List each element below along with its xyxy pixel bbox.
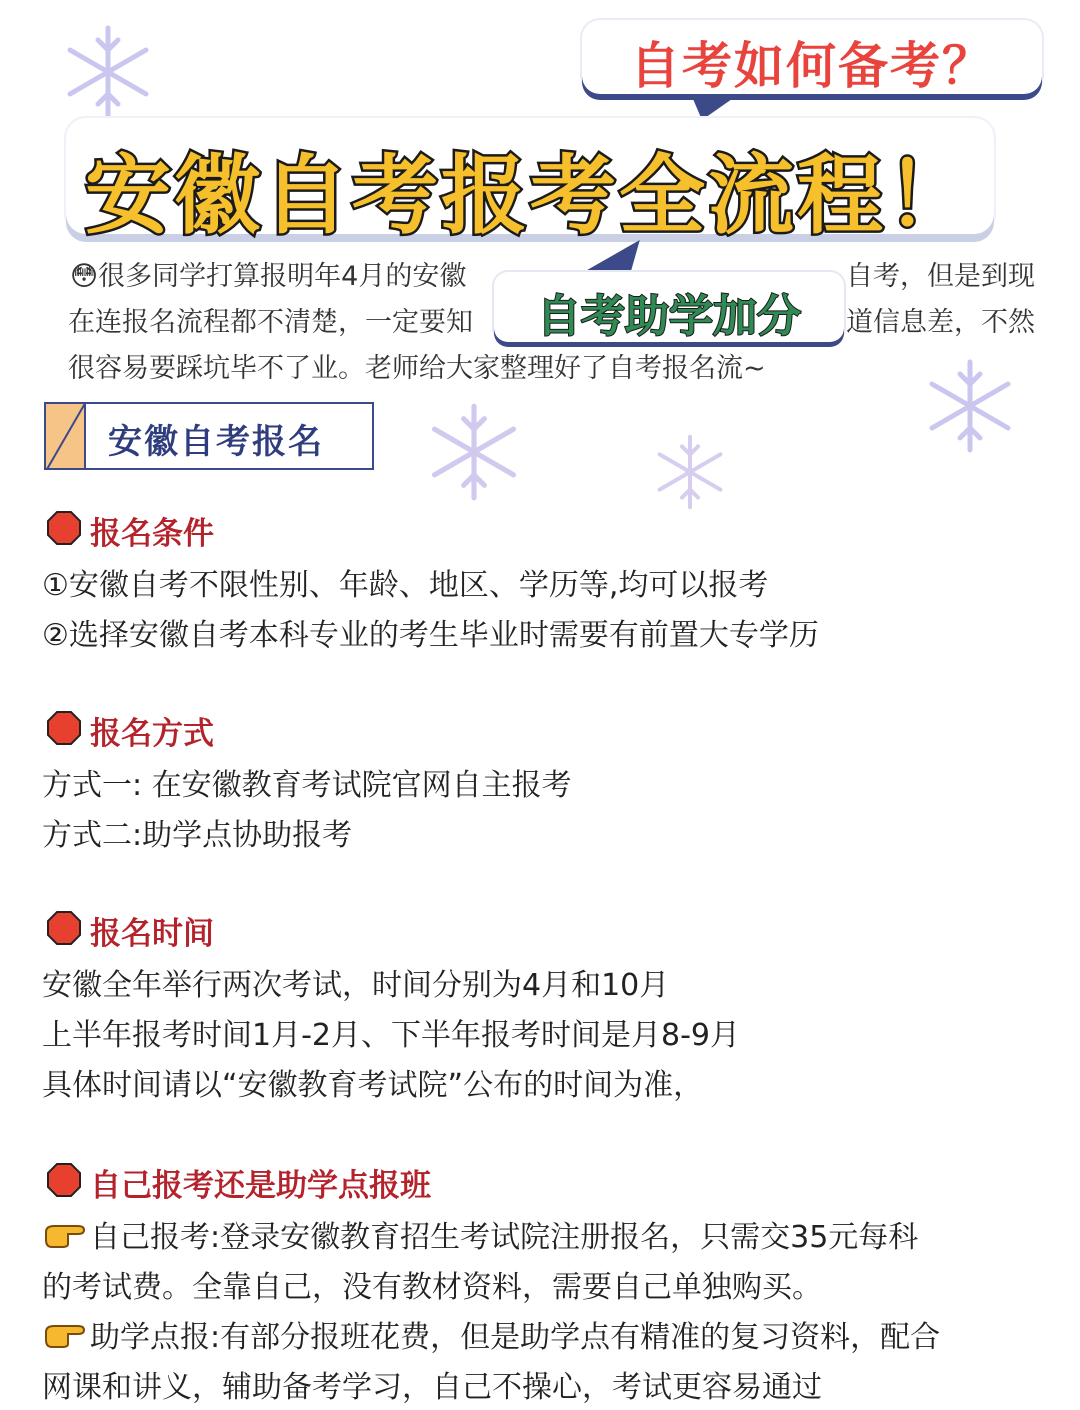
intro-line-1-right: 自考，但是到现 — [846, 261, 1035, 292]
snowflake-icon — [422, 400, 526, 504]
conditions-heading: 报名条件 — [90, 516, 214, 552]
self-register-line-2: 的考试费。全靠自己，没有教材资料，需要自己单独购买。 — [42, 1270, 822, 1305]
methods-heading: 报名方式 — [90, 716, 214, 752]
snowflake-icon — [920, 356, 1020, 456]
intro-line-2-right: 道信息差，不然 — [846, 307, 1035, 338]
stop-octagon-icon — [46, 710, 82, 746]
conditions-item: ①安徽自考不限性别、年龄、地区、学历等,均可以报考 — [42, 568, 769, 603]
stop-octagon-icon — [46, 510, 82, 546]
center-register-line-1: 助学点报:有部分报班花费，但是助学点有精准的复习资料，配合 — [90, 1320, 941, 1355]
sub-badge-text: 自考助学加分 — [537, 291, 801, 342]
time-heading: 报名时间 — [90, 916, 214, 952]
pointing-hand-icon — [44, 1218, 86, 1248]
flushed-face-icon: 😳 — [70, 261, 99, 292]
time-item: 具体时间请以“安徽教育考试院”公布的时间为准， — [42, 1068, 704, 1103]
self-register-line-1: 自己报考:登录安徽教育招生考试院注册报名，只需交35元每科 — [90, 1220, 919, 1255]
center-register-line-2: 网课和讲义，辅助备考学习，自己不操心，考试更容易通过 — [42, 1370, 822, 1405]
title-banner — [66, 118, 994, 246]
question-bubble — [582, 20, 1042, 94]
page-title: 安徽自考报考全流程！ — [85, 146, 975, 246]
intro-line-3: 很容易要踩坑毕不了业。老师给大家整理好了自考报名流~ — [68, 353, 766, 384]
section-header — [44, 402, 374, 470]
methods-item: 方式一: 在安徽教育考试院官网自主报考 — [42, 768, 572, 803]
pointing-hand-icon — [44, 1318, 86, 1348]
section-stripe — [46, 404, 86, 468]
section-title: 安徽自考报名 — [108, 422, 324, 462]
snowflake-icon — [58, 22, 158, 122]
question-text: 自考如何备考？ — [630, 37, 994, 95]
time-item: 上半年报考时间1月-2月、下半年报考时间是月8-9月 — [42, 1018, 740, 1053]
intro-line-1-left: 😳很多同学打算报明年4月的安徽 — [70, 261, 467, 292]
stop-octagon-icon — [46, 910, 82, 946]
stop-octagon-icon — [46, 1162, 82, 1198]
choice-heading: 自己报考还是助学点报班 — [90, 1168, 431, 1204]
conditions-item: ②选择安徽自考本科专业的考生毕业时需要有前置大专学历 — [42, 618, 819, 653]
methods-item: 方式二:助学点协助报考 — [42, 818, 353, 853]
time-item: 安徽全年举行两次考试，时间分别为4月和10月 — [42, 968, 670, 1003]
snowflake-icon — [650, 432, 730, 512]
intro-line-2-left: 在连报名流程都不清楚，一定要知 — [68, 307, 473, 338]
sub-badge — [494, 272, 844, 342]
